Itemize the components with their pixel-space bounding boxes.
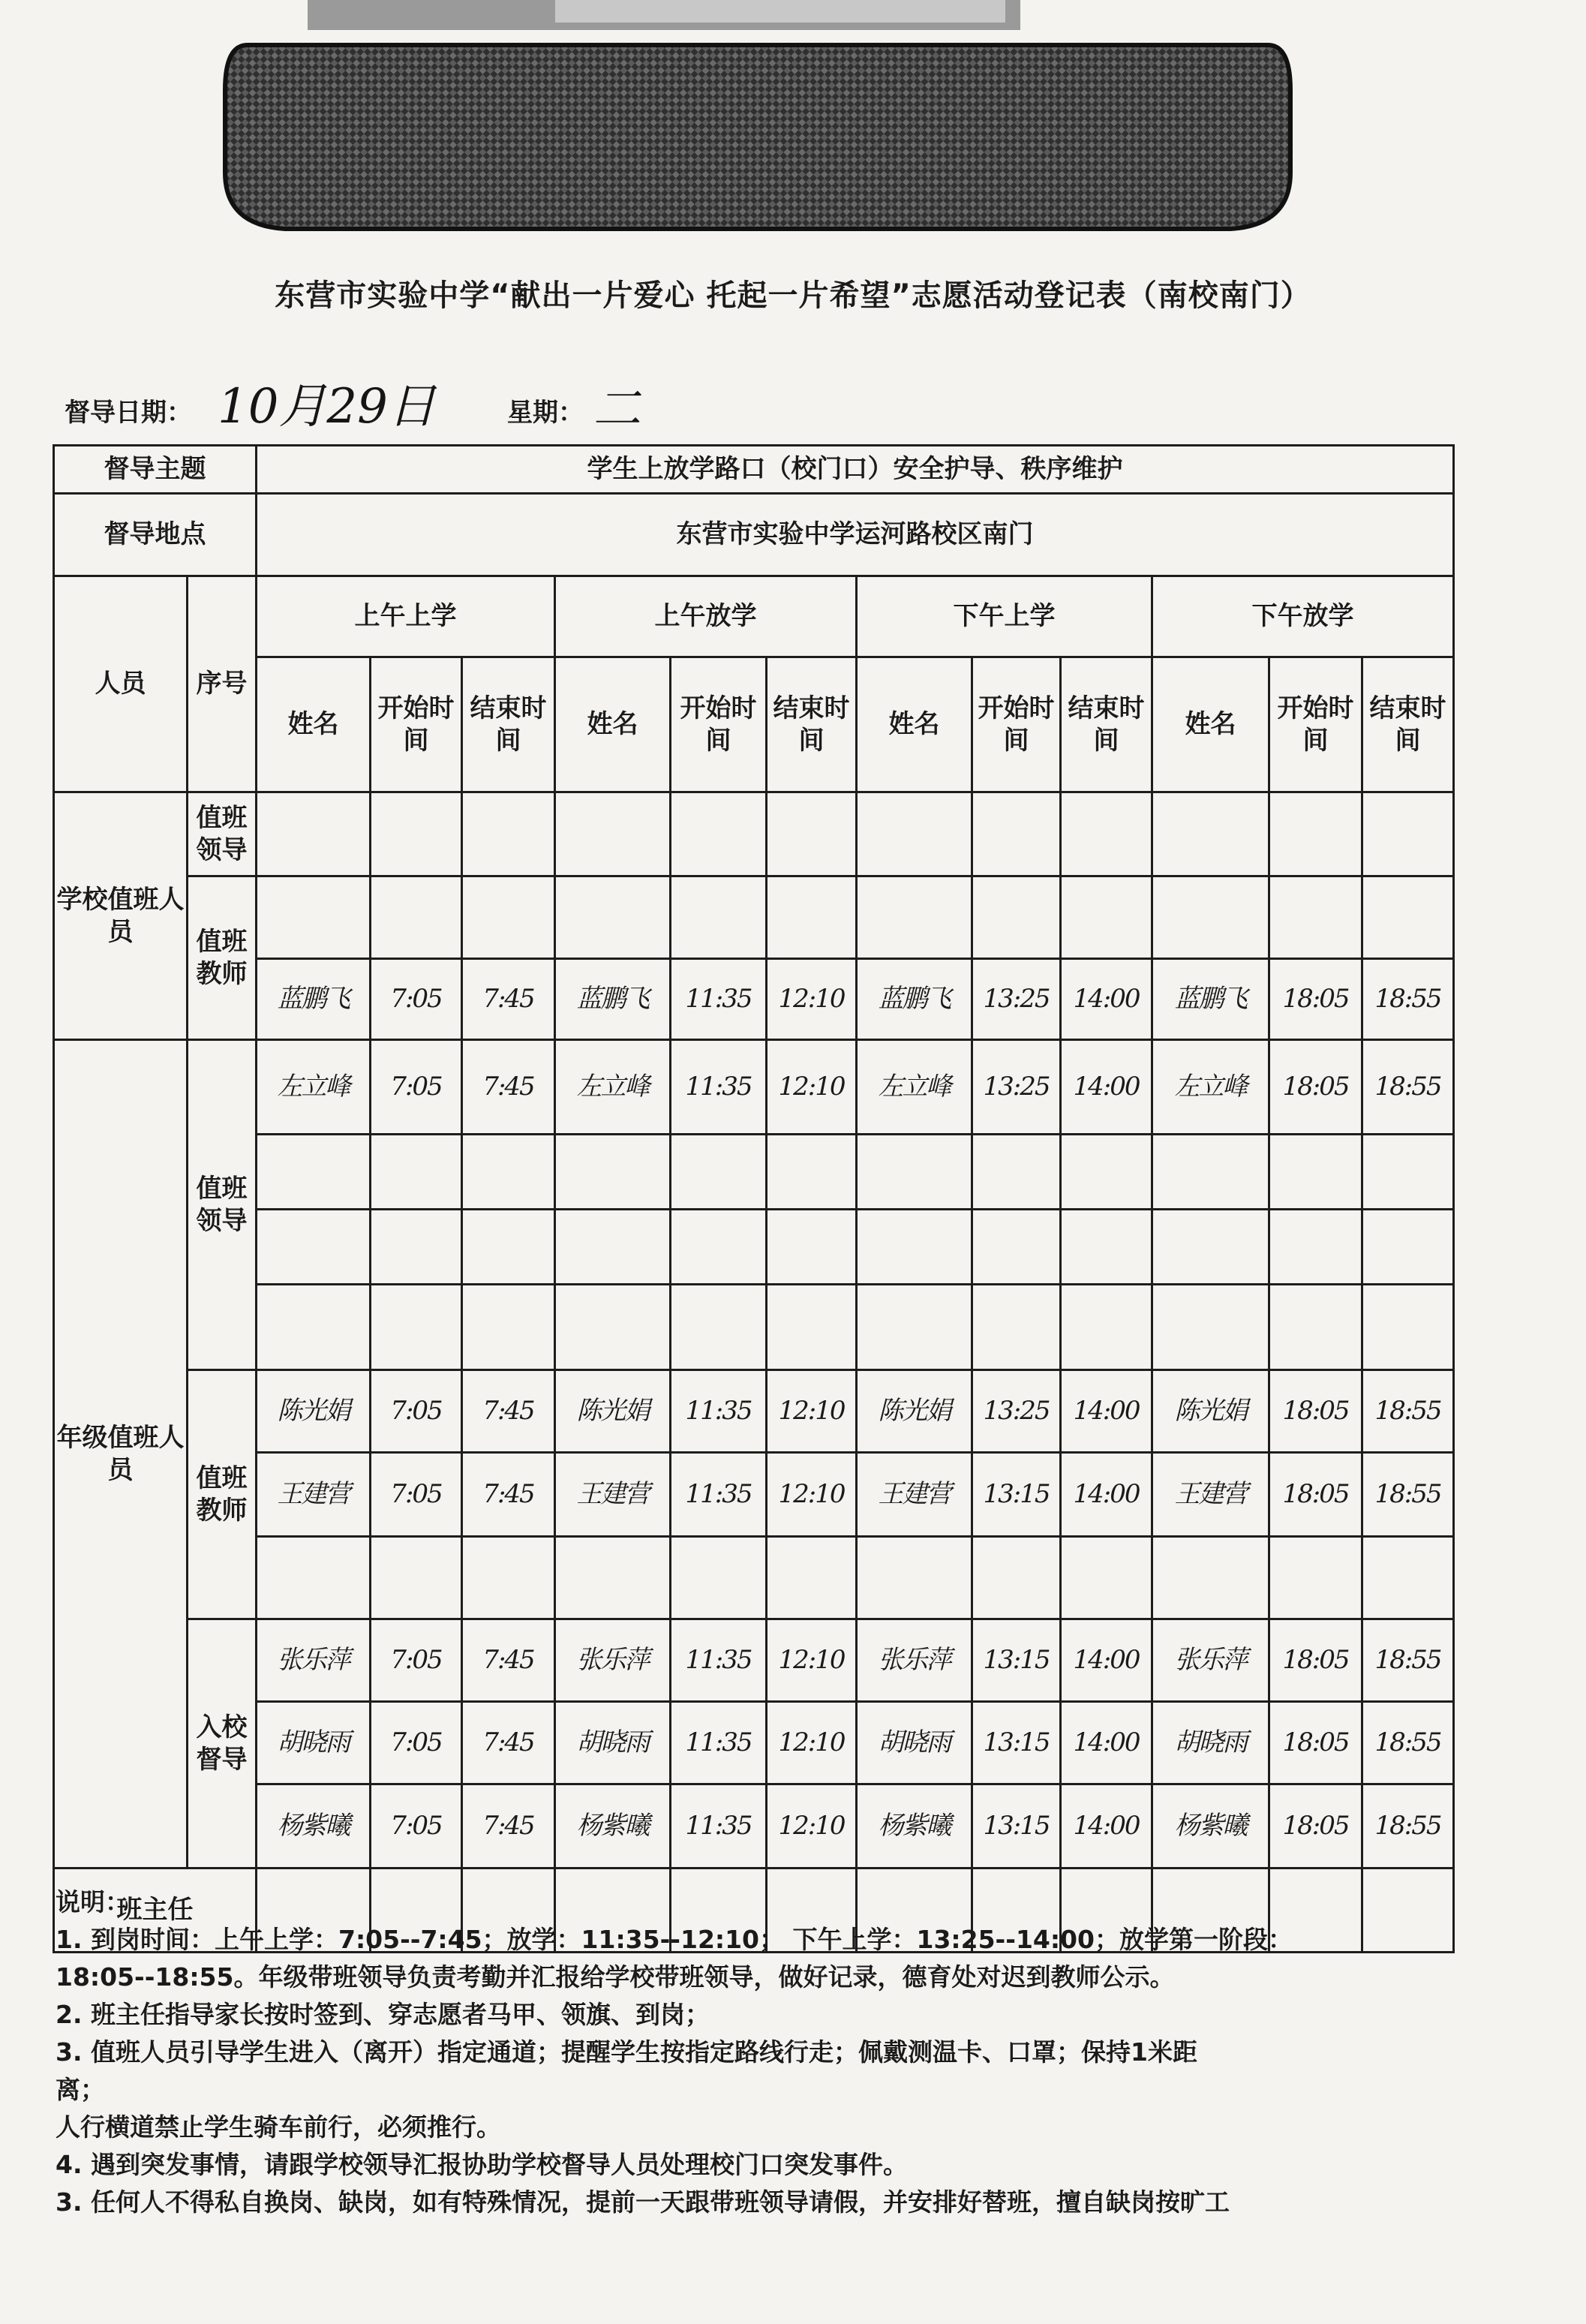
notes-line: 3. 值班人员引导学生进入（离开）指定通道；提醒学生按指定路线行走；佩戴测温卡、口罩；保持1米距 [56,2037,1197,2067]
handwritten-cell: 杨紫曦 [1152,1784,1269,1869]
handwritten-cell: 7:05 [371,959,462,1040]
handwritten-cell: 7:05 [371,1453,462,1537]
role-label: 值班教师 [188,1370,257,1619]
handwritten-cell: 蓝鹏飞 [555,959,671,1040]
handwritten-cell: 14:00 [1061,1619,1152,1702]
role-label: 值班领导 [188,792,257,876]
date-value: 10月29日 [218,379,436,434]
role-label: 值班教师 [188,876,257,1040]
handwritten-cell: 7:05 [371,1370,462,1453]
notes-line: 3. 任何人不得私自换岗、缺岗，如有特殊情况，提前一天跟带班领导请假，并安排好替班，擅自缺岗按旷工 [56,2187,1230,2217]
handwritten-cell: 12:10 [767,1453,857,1537]
handwritten-cell: 胡晓雨 [555,1702,671,1784]
handwritten-cell: 张乐萍 [555,1619,671,1702]
notes-line: 人行横道禁止学生骑车前行，必须推行。 [56,2112,501,2142]
handwritten-cell: 14:00 [1061,1453,1152,1537]
handwritten-cell: 13:25 [972,1370,1061,1453]
handwritten-cell: 杨紫曦 [857,1784,972,1869]
handwritten-cell: 张乐萍 [257,1619,371,1702]
handwritten-cell: 18:55 [1362,959,1454,1040]
handwritten-cell: 13:15 [972,1619,1061,1702]
name-column-header: 姓名 [257,657,371,792]
handwritten-cell: 陈光娟 [857,1370,972,1453]
handwritten-cell: 18:05 [1269,959,1362,1040]
handwritten-cell: 14:00 [1061,1370,1152,1453]
handwritten-cell: 7:05 [371,1702,462,1784]
handwritten-cell: 7:45 [462,1784,555,1869]
notes-line: 4. 遇到突发事情，请跟学校领导汇报协助学校督导人员处理校门口突发事件。 [56,2150,908,2179]
handwritten-cell: 14:00 [1061,959,1152,1040]
start-column-header: 开始时间 [371,657,462,792]
handwritten-cell: 胡晓雨 [257,1702,371,1784]
handwritten-cell: 7:45 [462,959,555,1040]
handwritten-cell: 14:00 [1061,1702,1152,1784]
handwritten-cell: 18:55 [1362,1370,1454,1453]
handwritten-cell: 18:05 [1269,1702,1362,1784]
handwritten-cell: 7:05 [371,1040,462,1135]
handwritten-cell: 11:35 [671,1784,767,1869]
handwritten-cell: 蓝鹏飞 [1152,959,1269,1040]
handwritten-cell: 14:00 [1061,1784,1152,1869]
role-label: 入校督导 [188,1619,257,1869]
handwritten-cell: 杨紫曦 [555,1784,671,1869]
end-column-header: 结束时间 [1362,657,1454,792]
handwritten-cell: 蓝鹏飞 [857,959,972,1040]
handwritten-cell: 18:05 [1269,1619,1362,1702]
notes-section [56,1884,1451,2229]
handwritten-cell: 13:15 [972,1784,1061,1869]
handwritten-cell: 左立峰 [1152,1040,1269,1135]
start-column-header: 开始时间 [972,657,1061,792]
date-label: 督导日期： [65,398,192,428]
handwritten-cell: 13:15 [972,1702,1061,1784]
period-header: 下午上学 [857,576,1152,657]
notes-line: 离； [56,2075,105,2104]
clipboard-clip-image [0,0,1586,240]
handwritten-cell: 13:25 [972,959,1061,1040]
notes-heading: 说明： [56,1887,130,1917]
handwritten-cell: 张乐萍 [1152,1619,1269,1702]
handwritten-cell: 王建营 [555,1453,671,1537]
start-column-header: 开始时间 [1269,657,1362,792]
weekday-value: 二 [593,382,641,437]
name-column-header: 姓名 [857,657,972,792]
handwritten-cell: 11:35 [671,1619,767,1702]
handwritten-cell: 7:45 [462,1702,555,1784]
notes-line: 2. 班主任指导家长按时签到、穿志愿者马甲、领旗、到岗； [56,2000,710,2029]
handwritten-cell: 18:05 [1269,1040,1362,1135]
grade-duty-group: 年级值班人员 [54,1040,188,1869]
handwritten-cell: 14:00 [1061,1040,1152,1135]
period-header: 上午放学 [555,576,857,657]
handwritten-cell: 胡晓雨 [1152,1702,1269,1784]
handwritten-cell: 12:10 [767,1370,857,1453]
handwritten-cell: 11:35 [671,1040,767,1135]
handwritten-cell: 11:35 [671,1370,767,1453]
handwritten-cell: 18:05 [1269,1784,1362,1869]
handwritten-cell: 18:55 [1362,1453,1454,1537]
period-header: 上午上学 [257,576,555,657]
handwritten-cell: 11:35 [671,959,767,1040]
handwritten-cell: 7:45 [462,1040,555,1135]
location-label: 督导地点 [54,494,257,576]
handwritten-cell: 陈光娟 [555,1370,671,1453]
name-column-header: 姓名 [555,657,671,792]
sequence-header: 序号 [188,576,257,792]
handwritten-cell: 12:10 [767,1040,857,1135]
handwritten-cell: 7:45 [462,1619,555,1702]
handwritten-cell: 陈光娟 [1152,1370,1269,1453]
period-header: 下午放学 [1152,576,1454,657]
notes-line: 1. 到岗时间：上午上学：7:05--7:45；放学：11:35--12:10； 下午上学：13:25--14:00；放学第一阶段： [56,1925,1293,1954]
role-label: 值班领导 [188,1040,257,1370]
handwritten-cell: 杨紫曦 [257,1784,371,1869]
handwritten-cell: 12:10 [767,1784,857,1869]
handwritten-cell: 蓝鹏飞 [257,959,371,1040]
handwritten-cell: 18:55 [1362,1702,1454,1784]
name-column-header: 姓名 [1152,657,1269,792]
theme-label: 督导主题 [54,446,257,494]
handwritten-cell: 12:10 [767,1702,857,1784]
handwritten-cell: 18:55 [1362,1040,1454,1135]
end-column-header: 结束时间 [767,657,857,792]
handwritten-cell: 18:55 [1362,1784,1454,1869]
handwritten-cell: 7:45 [462,1370,555,1453]
weekday-label: 星期： [507,398,584,428]
handwritten-cell: 左立峰 [857,1040,972,1135]
handwritten-cell: 18:05 [1269,1453,1362,1537]
homeroom-teacher-label: 班主任 [54,1869,257,1953]
handwritten-cell: 王建营 [1152,1453,1269,1537]
handwritten-cell: 18:55 [1362,1619,1454,1702]
handwritten-cell: 13:15 [972,1453,1061,1537]
school-duty-group: 学校值班人员 [54,792,188,1040]
end-column-header: 结束时间 [1061,657,1152,792]
end-column-header: 结束时间 [462,657,555,792]
handwritten-cell: 陈光娟 [257,1370,371,1453]
handwritten-cell: 左立峰 [257,1040,371,1135]
handwritten-cell: 7:05 [371,1619,462,1702]
handwritten-cell: 12:10 [767,1619,857,1702]
handwritten-cell: 11:35 [671,1453,767,1537]
handwritten-cell: 王建营 [257,1453,371,1537]
handwritten-cell: 7:45 [462,1453,555,1537]
registration-table [53,444,1455,1953]
personnel-header: 人员 [54,576,188,792]
handwritten-cell: 王建营 [857,1453,972,1537]
handwritten-cell: 11:35 [671,1702,767,1784]
notes-line: 18:05--18:55。年级带班领导负责考勤并汇报给学校带班领导，做好记录，德育处对迟到教师公示。 [56,1962,1175,1992]
location-value: 东营市实验中学运河路校区南门 [257,494,1454,576]
handwritten-cell: 张乐萍 [857,1619,972,1702]
form-title: 东营市实验中学“献出一片爱心 托起一片希望”志愿活动登记表（南校南门） [275,278,1311,313]
handwritten-cell: 7:05 [371,1784,462,1869]
handwritten-cell: 胡晓雨 [857,1702,972,1784]
theme-value: 学生上放学路口（校门口）安全护导、秩序维护 [257,446,1454,494]
start-column-header: 开始时间 [671,657,767,792]
handwritten-cell: 13:25 [972,1040,1061,1135]
handwritten-cell: 18:05 [1269,1370,1362,1453]
handwritten-cell: 12:10 [767,959,857,1040]
handwritten-cell: 左立峰 [555,1040,671,1135]
